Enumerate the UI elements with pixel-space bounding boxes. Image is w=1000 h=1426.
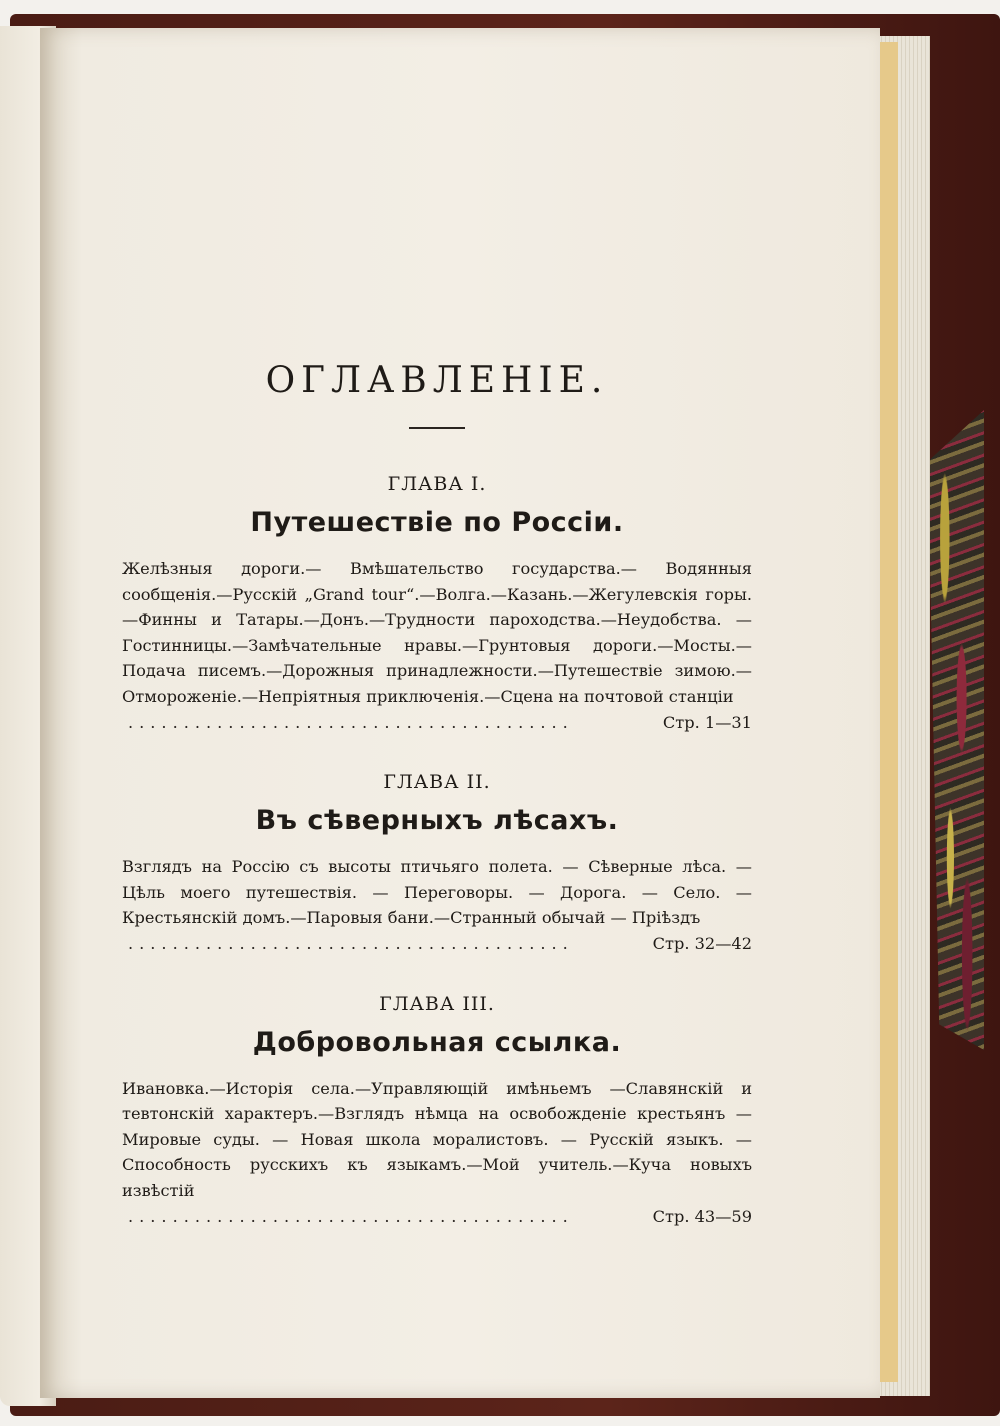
- table-of-contents: [122, 360, 752, 1251]
- leader-dots: ........................................: [128, 933, 574, 953]
- chapter-pages: Стр. 43—59: [652, 1206, 752, 1226]
- page-title: ОГЛАВЛЕНІЕ.: [265, 360, 609, 401]
- chapter-pages: Стр. 1—31: [662, 712, 752, 732]
- chapter-summary-text: Ивановка.—Исторія села.—Управляющій имѣньемъ —Славянскій и тевтонскій характеръ.—Взглядъ нѣмца на освобожденіе крестьянъ — Мировые суды. — Новая школа моралистовъ. — Русскій языкъ. — Способность русскихъ къ языкамъ.—Мой учитель.—Куча новыхъ извѣстій: [122, 1078, 752, 1200]
- chapter-entry: [122, 993, 752, 1230]
- chapter-title: Добровольная ссылка.: [252, 1026, 622, 1058]
- chapter-number: ГЛАВА II.: [383, 771, 491, 794]
- chapter-page-line: [122, 1204, 752, 1230]
- chapter-page-line: [122, 931, 752, 957]
- chapter-number: ГЛАВА III.: [379, 992, 495, 1015]
- leader-dots: ........................................: [128, 712, 574, 732]
- chapter-summary-text: Желѣзныя дороги.— Вмѣшательство государства.— Водянныя сообщенія.—Русскій „Grand tour“.—Волга.—Казань.—Жегулевскія горы.—Финны и Татары.—Донъ.—Трудности пароходства.—Неудобства. — Гостинницы.—Замѣчательные нравы.—Грунтовыя дороги.—Мосты.—Подача писемъ.—Дорожныя принадлежности.—Путешествіе зимою.—Отмороженіе.—Непріятныя приключенія.—Сцена на почтовой станціи: [122, 559, 752, 706]
- chapter-summary-text: Взглядъ на Россію съ высоты птичьяго полета. — Сѣверные лѣса. — Цѣль моего путешествія. — Переговоры. — Дорога. — Село. —Крестьянскій домъ.—Паровыя бани.—Странный обычай — Пріѣздъ: [122, 857, 752, 928]
- chapter-title: Въ сѣверныхъ лѣсахъ.: [255, 805, 619, 837]
- title-rule: [409, 427, 465, 429]
- chapter-entry: [122, 771, 752, 956]
- chapter-summary: [122, 1076, 752, 1204]
- chapter-summary: [122, 854, 752, 931]
- chapter-summary: [122, 556, 752, 710]
- chapter-entry: [122, 473, 752, 735]
- chapter-title: Путешествіе по Россіи.: [250, 507, 624, 538]
- chapter-page-line: [122, 710, 752, 736]
- leader-dots: ........................................: [128, 1206, 574, 1226]
- chapter-number: ГЛАВА I.: [387, 473, 487, 495]
- chapter-pages: Стр. 32—42: [652, 933, 752, 953]
